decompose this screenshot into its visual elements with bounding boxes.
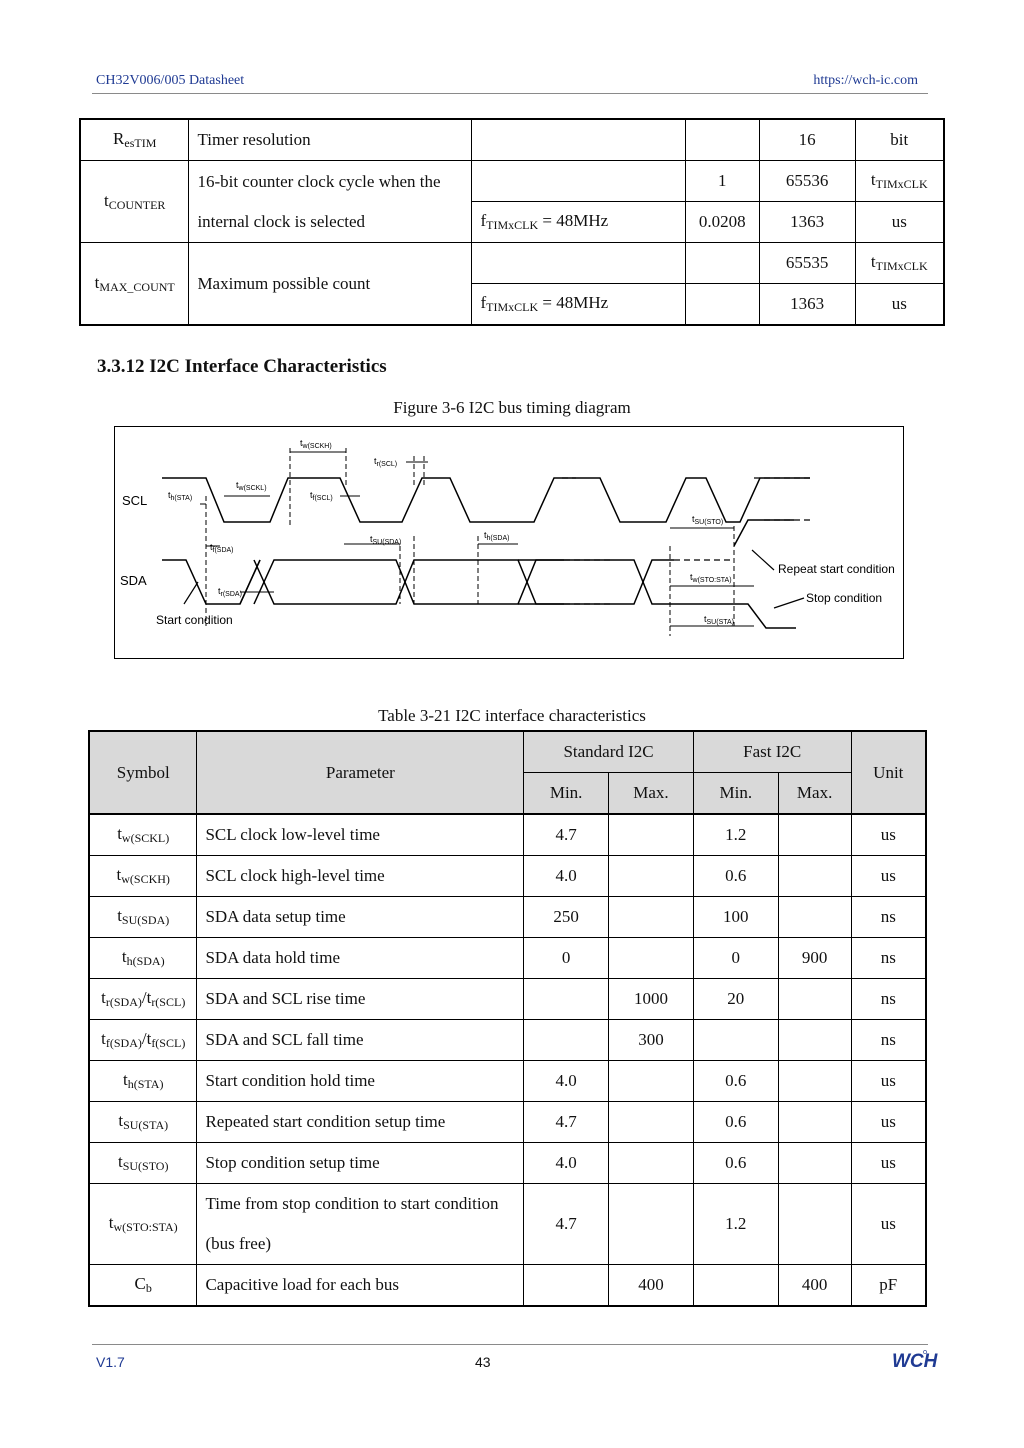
unit-cell: ns	[851, 897, 926, 938]
max-cell: 65536	[759, 161, 855, 202]
tw-sckh-label: $t_{w(SCKH)}$	[300, 438, 332, 450]
unit-cell: ns	[851, 1020, 926, 1061]
start-condition-label: Start condition	[156, 613, 233, 627]
unit-cell: pF	[851, 1265, 926, 1307]
std-min-cell: 4.0	[524, 1061, 609, 1102]
sda-label: SDA	[120, 573, 147, 588]
max-cell: 1363	[759, 284, 855, 326]
table-row	[89, 897, 926, 938]
tf-scl-label: $t_{f(SCL)}$	[310, 490, 333, 502]
std-min-cell	[524, 979, 609, 1020]
tsu-sda-label: $t_{SU(SDA)}$	[370, 534, 402, 546]
fast-min-cell: 100	[693, 897, 778, 938]
tr-sda-label: $t_{r(SDA)}$	[218, 586, 242, 598]
stop-condition-label: Stop condition	[806, 591, 883, 605]
unit-cell: us	[851, 1184, 926, 1265]
parameter-cell	[189, 161, 472, 243]
parameter-cell: SDA and SCL fall time	[197, 1020, 524, 1061]
fast-max-cell	[778, 814, 851, 856]
parameter-cell: Capacitive load for each bus	[197, 1265, 524, 1307]
parameter-header: Parameter	[197, 731, 524, 814]
std-max-cell: 300	[609, 1020, 694, 1061]
std-max-cell: 1000	[609, 979, 694, 1020]
wch-logo-icon	[890, 1348, 938, 1372]
min-cell: 0.0208	[685, 202, 759, 243]
condition-cell	[472, 243, 685, 284]
parameter-line: internal clock is selected	[197, 211, 366, 231]
sda-waveform	[162, 520, 796, 628]
max-cell: 16	[759, 119, 855, 161]
i2c-characteristics-table	[88, 730, 927, 1307]
table-row	[89, 1102, 926, 1143]
parameter-line: Time from stop condition to start condition	[205, 1194, 499, 1213]
std-min-cell: 4.7	[524, 1102, 609, 1143]
unit-cell: us	[855, 284, 944, 326]
table-row	[80, 161, 944, 202]
fast-max-cell	[778, 1102, 851, 1143]
repeat-start-label: Repeat start condition	[778, 562, 895, 576]
symbol-cell: $t_{h(SDA)}$	[89, 938, 197, 979]
table-row	[89, 1184, 926, 1265]
max-header: Max.	[609, 773, 694, 815]
std-min-cell: 4.0	[524, 1143, 609, 1184]
tsu-sto-label: $t_{SU(STO)}$	[692, 514, 724, 526]
unit-cell: us	[851, 1143, 926, 1184]
scl-label: SCL	[122, 493, 148, 508]
parameter-cell: Timer resolution	[189, 119, 472, 161]
parameter-cell: SCL clock high-level time	[197, 856, 524, 897]
th-sta-label: $t_{h(STA)}$	[168, 490, 193, 502]
std-min-cell: 4.7	[524, 1184, 609, 1265]
min-cell: 1	[685, 161, 759, 202]
parameter-cell: SDA data setup time	[197, 897, 524, 938]
timing-markers	[206, 448, 734, 636]
unit-header: Unit	[851, 731, 926, 814]
header-website-link[interactable]: https://wch-ic.com	[813, 73, 918, 88]
std-min-cell: 4.0	[524, 856, 609, 897]
parameter-cell	[197, 1184, 524, 1265]
fast-min-cell: 0.6	[693, 1061, 778, 1102]
standard-i2c-header: Standard I2C	[524, 731, 694, 773]
symbol-cell: $t_{w(SCKL)}$	[89, 814, 197, 856]
fast-max-cell	[778, 1184, 851, 1265]
table-row	[89, 1143, 926, 1184]
symbol-cell: $R_{esTIM}$	[80, 119, 189, 161]
std-max-cell	[609, 938, 694, 979]
table-row	[89, 856, 926, 897]
unit-cell: bit	[855, 119, 944, 161]
min-cell	[685, 243, 759, 284]
parameter-line: 16-bit counter clock cycle when the	[197, 171, 441, 191]
fast-max-cell: 900	[778, 938, 851, 979]
section-title: 3.3.12 I2C Interface Characteristics	[97, 356, 387, 377]
symbol-cell: $t_{SU(STA)}$	[89, 1102, 197, 1143]
table-row	[89, 814, 926, 856]
unit-cell: us	[851, 856, 926, 897]
figure-caption: Figure 3-6 I2C bus timing diagram	[393, 398, 631, 417]
min-header: Min.	[524, 773, 609, 815]
std-min-cell: 4.7	[524, 814, 609, 856]
condition-cell	[472, 161, 685, 202]
unit-cell: $t_{TIMxCLK}$	[855, 243, 944, 284]
diagram-frame	[115, 427, 904, 659]
unit-cell: us	[851, 1102, 926, 1143]
fast-min-cell: 0.6	[693, 856, 778, 897]
sda-dashed-continuation	[564, 520, 814, 604]
std-min-cell	[524, 1265, 609, 1307]
symbol-cell: $t_{w(STO:STA)}$	[89, 1184, 197, 1265]
condition-cell	[472, 119, 685, 161]
symbol-cell: $t_{w(SCKH)}$	[89, 856, 197, 897]
std-max-cell	[609, 1143, 694, 1184]
symbol-cell: $t_{f(SDA)}/t_{f(SCL)}$	[89, 1020, 197, 1061]
std-max-cell	[609, 897, 694, 938]
tsu-sta-label: $t_{SU(STA)}$	[704, 614, 734, 626]
parameter-line: (bus free)	[205, 1234, 272, 1253]
symbol-cell: $t_{SU(SDA)}$	[89, 897, 197, 938]
std-min-cell	[524, 1020, 609, 1061]
parameter-cell: Maximum possible count	[189, 243, 472, 326]
fast-max-cell	[778, 1061, 851, 1102]
i2c-timing-diagram	[114, 426, 904, 659]
std-max-cell: 400	[609, 1265, 694, 1307]
table-row	[89, 1020, 926, 1061]
symbol-header: Symbol	[89, 731, 197, 814]
parameter-cell: SCL clock low-level time	[197, 814, 524, 856]
tw-sto-sta-label: $t_{w(STO:STA)}$	[690, 572, 732, 584]
fast-max-cell	[778, 1143, 851, 1184]
tw-sckl-label: $t_{w(SCKL)}$	[236, 480, 267, 492]
unit-cell: ns	[851, 979, 926, 1020]
condition-cell: $f_{TIMxCLK} = 48MHz$	[472, 284, 685, 326]
fast-min-cell: 1.2	[693, 814, 778, 856]
footer-divider	[92, 1344, 928, 1345]
max-cell: 65535	[759, 243, 855, 284]
std-min-cell: 0	[524, 938, 609, 979]
fast-min-cell: 0.6	[693, 1102, 778, 1143]
symbol-cell: $t_{r(SDA)}/t_{r(SCL)}$	[89, 979, 197, 1020]
table-row	[89, 938, 926, 979]
unit-cell: $t_{TIMxCLK}$	[855, 161, 944, 202]
std-min-cell: 250	[524, 897, 609, 938]
max-header: Max.	[778, 773, 851, 815]
table-row	[80, 243, 944, 284]
parameter-cell: SDA data hold time	[197, 938, 524, 979]
parameter-cell: Repeated start condition setup time	[197, 1102, 524, 1143]
symbol-cell: $C_b$	[89, 1265, 197, 1307]
symbol-cell: $t_{COUNTER}$	[80, 161, 189, 243]
min-cell	[685, 119, 759, 161]
table-row	[80, 119, 944, 161]
fast-max-cell	[778, 1020, 851, 1061]
min-header: Min.	[693, 773, 778, 815]
fast-min-cell	[693, 1265, 778, 1307]
fast-max-cell	[778, 979, 851, 1020]
fast-min-cell: 0.6	[693, 1143, 778, 1184]
th-sda-label: $t_{h(SDA)}$	[484, 530, 510, 542]
table-header-row	[89, 731, 926, 773]
unit-cell: us	[855, 202, 944, 243]
dimension-arrows	[200, 452, 754, 626]
parameter-cell: Start condition hold time	[197, 1061, 524, 1102]
symbol-cell: $t_{MAX\_COUNT}$	[80, 243, 189, 326]
unit-cell: us	[851, 814, 926, 856]
table-row	[89, 1061, 926, 1102]
table-row	[89, 1265, 926, 1307]
std-max-cell	[609, 1102, 694, 1143]
parameter-cell: SDA and SCL rise time	[197, 979, 524, 1020]
fast-min-cell	[693, 1020, 778, 1061]
tf-sda-label: $t_{f(SDA)}$	[210, 542, 234, 554]
symbol-cell: $t_{SU(STO)}$	[89, 1143, 197, 1184]
fast-min-cell: 20	[693, 979, 778, 1020]
fast-max-cell	[778, 856, 851, 897]
std-max-cell	[609, 856, 694, 897]
table-row	[89, 979, 926, 1020]
unit-cell: us	[851, 1061, 926, 1102]
std-max-cell	[609, 1061, 694, 1102]
parameter-cell: Stop condition setup time	[197, 1143, 524, 1184]
fast-min-cell: 0	[693, 938, 778, 979]
footer-version: V1.7	[96, 1354, 125, 1370]
header-divider	[92, 93, 928, 94]
min-cell	[685, 284, 759, 326]
fast-min-cell: 1.2	[693, 1184, 778, 1265]
condition-cell: $f_{TIMxCLK} = 48MHz$	[472, 202, 685, 243]
fast-max-cell	[778, 897, 851, 938]
timer-characteristics-table	[79, 118, 945, 326]
header-doc-title: CH32V006/005 Datasheet	[96, 73, 245, 88]
logo-text: WCH	[892, 1351, 938, 1372]
fast-max-cell: 400	[778, 1265, 851, 1307]
table-caption: Table 3-21 I2C interface characteristics	[378, 706, 646, 725]
max-cell: 1363	[759, 202, 855, 243]
tr-scl-label: $t_{r(SCL)}$	[374, 456, 398, 468]
page-number: 43	[475, 1354, 491, 1370]
unit-cell: ns	[851, 938, 926, 979]
fast-i2c-header: Fast I2C	[693, 731, 851, 773]
std-max-cell	[609, 1184, 694, 1265]
symbol-cell: $t_{h(STA)}$	[89, 1061, 197, 1102]
std-max-cell	[609, 814, 694, 856]
